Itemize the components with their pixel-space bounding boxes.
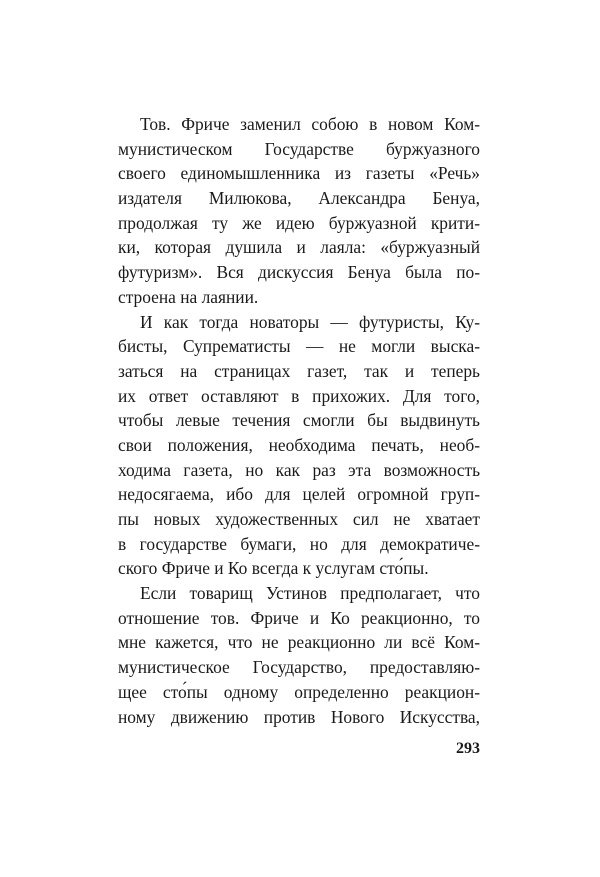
text-line: ходима газета, но как раз эта возможность	[118, 459, 480, 480]
text-line: бисты, Супрематисты — не могли выска-	[118, 336, 480, 357]
text-line: мунистическом Государстве буржуазного	[118, 138, 480, 159]
text-line: мне кажется, что не реакционно ли всё Ком-	[118, 632, 480, 653]
text-line: в государстве бумаги, но для демократиче-	[118, 533, 480, 554]
paragraph-3	[118, 581, 480, 729]
text-line: щее сто́пы одному определенно реакцион-	[118, 681, 480, 702]
text-line: своего единомышленника из газеты «Речь»	[118, 163, 480, 184]
text-line: Тов. Фриче заменил собою в новом Ком-	[140, 114, 480, 134]
text-line: ки, которая душила и лаяла: «буржуазный	[118, 237, 480, 258]
body-text	[118, 112, 480, 729]
text-line: свои положения, необходима печать, необ-	[118, 434, 480, 455]
text-line: заться на страницах газет, так и теперь	[118, 360, 480, 381]
text-line: ского Фриче и Ко всегда к услугам сто́пы.	[118, 558, 429, 579]
text-line: мунистическое Государство, предоставляю-	[118, 657, 480, 678]
text-line: футуризм». Вся дискуссия Бенуа была по-	[118, 262, 480, 283]
text-line: Если товарищ Устинов предполагает, что	[140, 583, 480, 604]
paragraph-2	[118, 310, 480, 582]
text-line: отношение тов. Фриче и Ко реакционно, то	[118, 607, 480, 628]
paragraph-1	[118, 112, 480, 310]
text-line: чтобы левые течения смогли бы выдвинуть	[118, 410, 480, 431]
page-number: 293	[456, 740, 480, 757]
text-line: продолжая ту же идею буржуазной крити-	[118, 212, 480, 233]
text-line: ному движению против Нового Искусства,	[118, 706, 480, 727]
text-line: недосягаема, ибо для целей огромной груп-	[118, 484, 480, 505]
text-line: их ответ оставляют в прихожих. Для того,	[118, 385, 480, 406]
text-line: И как тогда новаторы — футуристы, Ку-	[140, 311, 480, 332]
text-line: пы новых художественных сил не хватает	[118, 509, 480, 529]
text-line: издателя Милюкова, Александра Бенуа,	[118, 188, 480, 209]
text-line: строена на лаянии.	[118, 286, 259, 307]
